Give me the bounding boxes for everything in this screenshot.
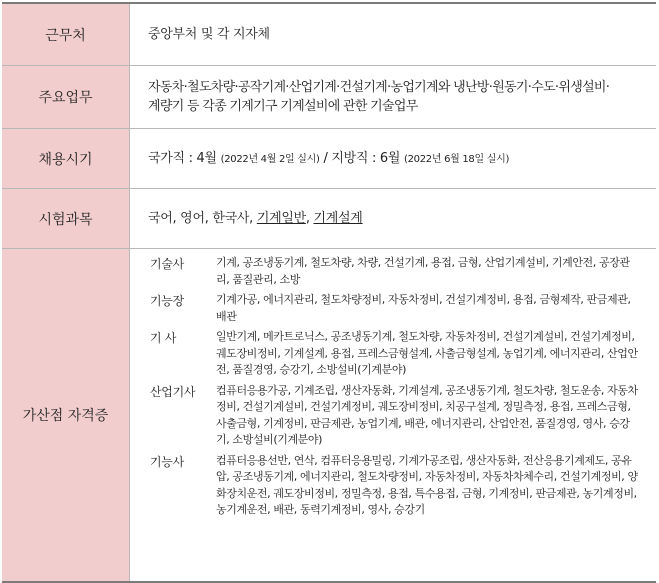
hiring-local: 지방직 : 6월 bbox=[331, 150, 401, 166]
qualification-table bbox=[2, 2, 656, 583]
subject-mechanical-general: 기계일반 bbox=[256, 211, 306, 226]
hiring-label: 채용시기 bbox=[2, 129, 130, 188]
row-workplace bbox=[2, 4, 656, 66]
hiring-national-note: (2022년 4월 2일 실시) bbox=[220, 153, 320, 165]
subject-mechanical-design: 기계설계 bbox=[313, 211, 363, 226]
hiring-separator: / bbox=[323, 150, 328, 166]
bonus-label: 가산점 자격증 bbox=[2, 249, 130, 581]
row-duties bbox=[2, 66, 656, 129]
bonus-item-name: 기술사 bbox=[150, 257, 184, 271]
bonus-item bbox=[150, 383, 656, 449]
bonus-content bbox=[130, 249, 656, 581]
subjects-plain: 국어, 영어, 한국사, bbox=[148, 211, 257, 226]
bonus-item-text: 기계, 공조냉동기계, 철도차량, 차량, 건설기계, 용접, 금형, 산업기계설비, 기계안전, 공장관리, 품질관리, 소방 bbox=[216, 256, 630, 286]
subjects-comma: , bbox=[305, 211, 314, 226]
workplace-content bbox=[130, 4, 656, 65]
subjects-label: 시험과목 bbox=[2, 189, 130, 248]
bonus-item bbox=[150, 255, 656, 288]
row-hiring bbox=[2, 129, 656, 189]
duties-line-2: 계량기 등 각종 기계기구 기계설비에 관한 기술업무 bbox=[148, 99, 418, 114]
bonus-item-name: 기능장 bbox=[150, 294, 184, 308]
bonus-item-text: 일반기계, 메카트로닉스, 공조냉동기계, 철도차량, 자동차정비, 건설기계설비, 건설기계정비, 궤도장비정비, 기계설계, 용접, 프레스금형설계, 사출금형설계, 농업기계, 에너지관리, 산업안전, 품질경영, 승강기, 소방설비(기계분야) bbox=[216, 330, 638, 376]
bonus-item-text: 기계가공, 에너지관리, 철도차량정비, 자동차정비, 건설기계정비, 용접, 금형제작, 판금제관, 배관 bbox=[216, 293, 631, 323]
duties-label: 주요업무 bbox=[2, 66, 130, 128]
bonus-item-text: 컴퓨터응용선반, 연삭, 컴퓨터응용밀링, 기계가공조립, 생산자동화, 전산응용기계제도, 공유압, 공조냉동기계, 에너지관리, 철도차량정비, 자동차정비, 자동차차체수리, 건설기계정비, 양화장치운전, 궤도장비정비, 정밀측정, 용접, 특수용접, 금형, 기계정비, 판금제관, 농기계정비, 농기계운전, 배관, 동력기계정비, 영사, 승강기 bbox=[216, 453, 638, 516]
row-bonus bbox=[2, 249, 656, 581]
duties-line-1: 자동차·철도차량·공작기계·산업기계·건설기계·농업기계와 냉난방·원동기·수도·위생설비· bbox=[148, 80, 610, 95]
workplace-text: 중앙부처 및 각 지자체 bbox=[148, 27, 270, 42]
bonus-item-name: 기 사 bbox=[150, 331, 177, 345]
bonus-list bbox=[150, 255, 656, 523]
bonus-item-name: 기능사 bbox=[150, 454, 184, 469]
bonus-item-name: 산업기사 bbox=[150, 384, 196, 399]
workplace-label: 근무처 bbox=[2, 4, 130, 65]
bonus-item bbox=[150, 453, 656, 519]
duties-content bbox=[130, 66, 656, 128]
bonus-item-text: 컴퓨터응용가공, 기계조립, 생산자동화, 기계설계, 공조냉동기계, 철도차량, 철도운송, 자동차정비, 건설기계설비, 건설기계정비, 궤도장비정비, 치공구설계, 정밀측정, 용접, 프레스금형, 사출금형, 기계정비, 판금제관, 농업기계, 배관, 에너지관리, 산업안전, 품질경영, 영사, 승강기, 소방설비(기계분야) bbox=[216, 383, 638, 446]
hiring-local-note: (2022년 6월 18일 실시) bbox=[403, 153, 510, 165]
bonus-item bbox=[150, 292, 656, 325]
row-subjects bbox=[2, 189, 656, 249]
bonus-item bbox=[150, 329, 656, 379]
hiring-content bbox=[130, 129, 656, 188]
hiring-national: 국가직 : 4월 bbox=[148, 150, 217, 166]
subjects-content bbox=[130, 189, 656, 248]
